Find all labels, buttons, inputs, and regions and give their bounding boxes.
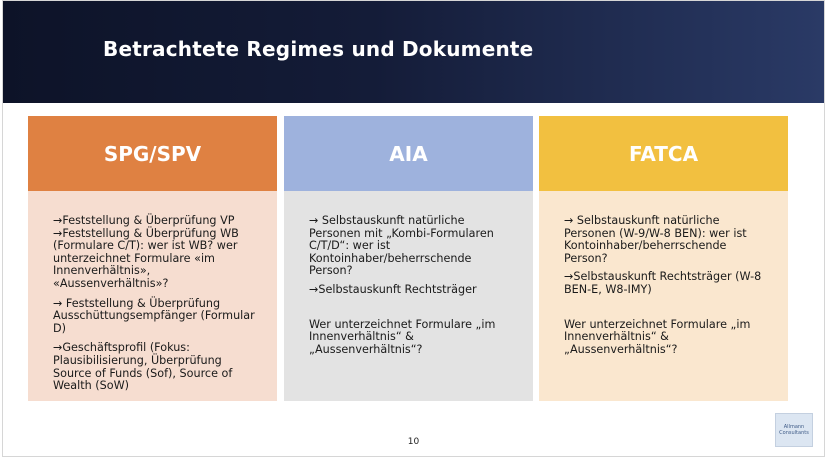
company-logo xyxy=(775,413,813,447)
column-paragraph: →Selbstauskunft Rechtsträger xyxy=(309,282,477,296)
column-spg-spv xyxy=(28,116,277,401)
column-body xyxy=(284,191,533,401)
column-paragraph: → Feststellung & Überprüfung Ausschüttungsempfänger (Formular D) xyxy=(53,296,255,335)
column-paragraph: Wer unterzeichnet Formulare „im Innenverhältnis“ & „Aussenverhältnis“? xyxy=(309,317,496,356)
page-number: 10 xyxy=(407,437,420,447)
column-body xyxy=(539,191,788,401)
column-fatca xyxy=(539,116,788,401)
column-heading: FATCA xyxy=(539,116,788,191)
column-paragraph: → Selbstauskunft natürliche Personen mit „Kombi-Formularen C/T/D“: wer ist Kontoinhaber/beherrschende Person? xyxy=(309,214,494,278)
slide xyxy=(2,0,825,457)
column-body xyxy=(28,191,277,401)
slide-header xyxy=(3,1,824,103)
slide-title: Betrachtete Regimes und Dokumente xyxy=(103,37,534,61)
column-paragraph: → Selbstauskunft natürliche Personen (W-9/W-8 BEN): wer ist Kontoinhaber/beherrschende Person? xyxy=(564,214,747,265)
column-paragraph: Wer unterzeichnet Formulare „im Innenverhältnis“ & „Aussenverhältnis“? xyxy=(564,317,751,356)
logo-line: Consultants xyxy=(779,430,809,436)
column-paragraph: →Feststellung & Überprüfung VP →Feststellung & Überprüfung WB (Formulare C/T): wer ist WB? wer unterzeichnet Formulare «im Innenverhältnis», «Aussenverhältnis»? xyxy=(53,214,239,290)
column-paragraph: →Selbstauskunft Rechtsträger (W-8 BEN-E, W8-IMY) xyxy=(564,270,762,296)
column-heading: AIA xyxy=(284,116,533,191)
logo-line: Allmann xyxy=(783,424,805,430)
column-paragraph: →Geschäftsprofil (Fokus: Plausibilisierung, Überprüfung Source of Funds (Sof), Source of Wealth (SoW) xyxy=(53,341,233,393)
column-heading: SPG/SPV xyxy=(28,116,277,191)
column-aia xyxy=(284,116,533,401)
